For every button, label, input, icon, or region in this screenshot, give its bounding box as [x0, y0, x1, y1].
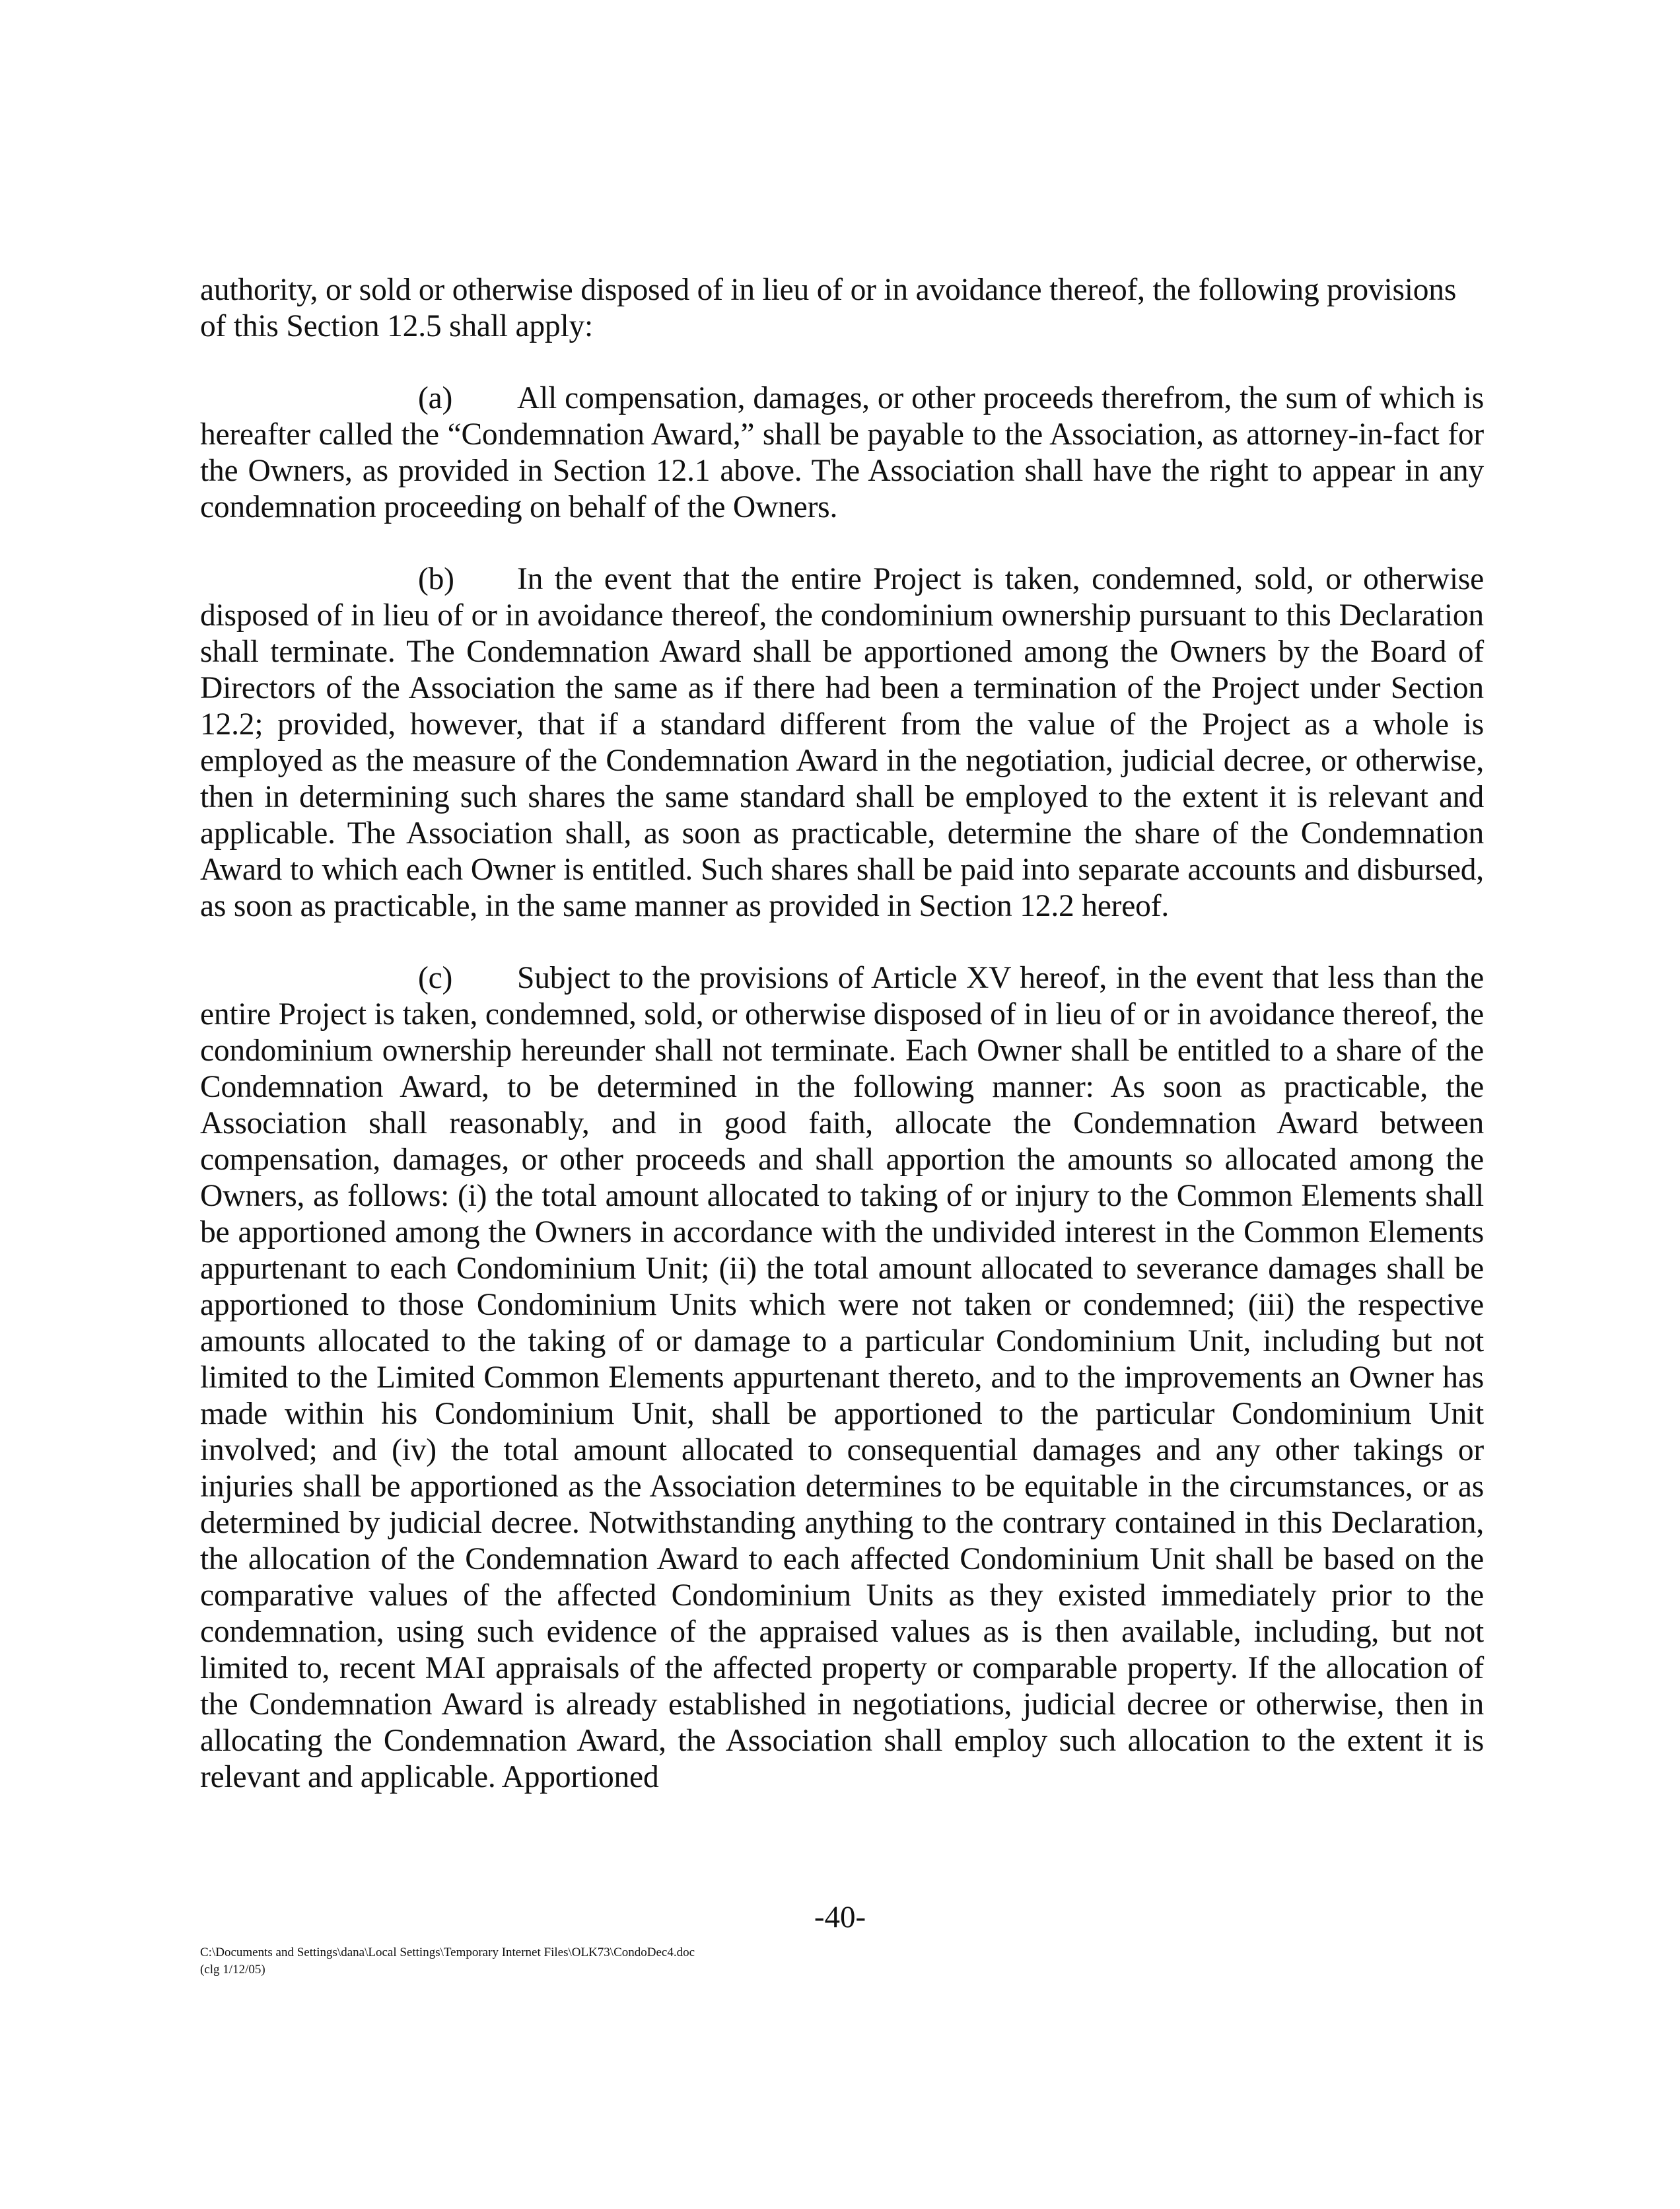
paragraph-b	[200, 561, 1484, 925]
document-footer	[200, 1944, 695, 1979]
paragraph-marker: (c)	[418, 961, 453, 995]
document-body	[200, 272, 1484, 1831]
footer-file-path: C:\Documents and Settings\dana\Local Settings\Temporary Internet Files\OLK73\CondoDec4.doc	[200, 1946, 695, 1959]
paragraph-a	[200, 380, 1484, 526]
paragraph-marker: (a)	[418, 381, 453, 415]
page-number: -40-	[814, 1900, 866, 1934]
paragraph-text: Subject to the provisions of Article XV hereof, in the event that less than the entire Project is taken, condemned, sold, or otherwise disposed of in lieu of or in avoidance thereof, the condominium ownership hereunder shall not terminate. Each Owner shall be entitled to a share of the Condemnation Award, to be determined in the following manner: As soon as practicable, the Association shall reasonably, and in good faith, allocate the Condemnation Award between compensation, damages, or other proceeds and shall apportion the amounts so allocated among the Owners, as follows: (i) the total amount allocated to taking of or injury to the Common Elements shall be apportioned among the Owners in accordance with the undivided interest in the Common Elements appurtenant to each Condominium Unit; (ii) the total amount allocated to severance damages shall be apportioned to those Condominium Units which were not taken or condemned; (iii) the respective amounts allocated to the taking of or damage to a particular Condominium Unit, including but not limited to the Limited Common Elements appurtenant thereto, and to the improvements an Owner has made within his Condominium Unit, shall be apportioned to the particular Condominium Unit involved; and (iv) the total amount allocated to consequential damages and any other takings or injuries shall be apportioned as the Association determines to be equitable in the circumstances, or as determined by judicial decree. Notwithstanding anything to the contrary contained in this Declaration, the allocation of the Condemnation Award to each affected Condominium Unit shall be based on the comparative values of the affected Condominium Units as they existed immediately prior to the condemnation, using such evidence of the appraised values as is then available, including, but not limited to, recent MAI appraisals of the affected property or comparable property. If the allocation of the Condemnation Award is already established in negotiations, judicial decree or otherwise, then in allocating the Condemnation Award, the Association shall employ such allocation to the extent it is relevant and applicable. Apportioned	[200, 961, 1484, 1794]
paragraph-c	[200, 960, 1484, 1796]
paragraph-text: All compensation, damages, or other proceeds therefrom, the sum of which is hereafter called the “Condemnation Award,” shall be payable to the Association, as attorney-in-fact for the Owners, as provided in Section 12.1 above. The Association shall have the right to appear in any condemnation proceeding on behalf of the Owners.	[200, 381, 1484, 524]
intro-paragraph: authority, or sold or otherwise disposed of in lieu of or in avoidance thereof, the following provisions of this Section 12.5 shall apply:	[200, 273, 1457, 343]
paragraph-marker: (b)	[418, 562, 454, 596]
footer-note: (clg 1/12/05)	[200, 1963, 265, 1977]
paragraph-text: In the event that the entire Project is taken, condemned, sold, or otherwise disposed of in lieu of or in avoidance thereof, the condominium ownership pursuant to this Declaration shall terminate. The Condemnation Award shall be apportioned among the Owners by the Board of Directors of the Association the same as if there had been a termination of the Project under Section 12.2; provided, however, that if a standard different from the value of the Project as a whole is employed as the measure of the Condemnation Award in the negotiation, judicial decree, or otherwise, then in determining such shares the same standard shall be employed to the extent it is relevant and applicable. The Association shall, as soon as practicable, determine the share of the Condemnation Award to which each Owner is entitled. Such shares shall be paid into separate accounts and disbursed, as soon as practicable, in the same manner as provided in Section 12.2 hereof.	[200, 562, 1484, 923]
